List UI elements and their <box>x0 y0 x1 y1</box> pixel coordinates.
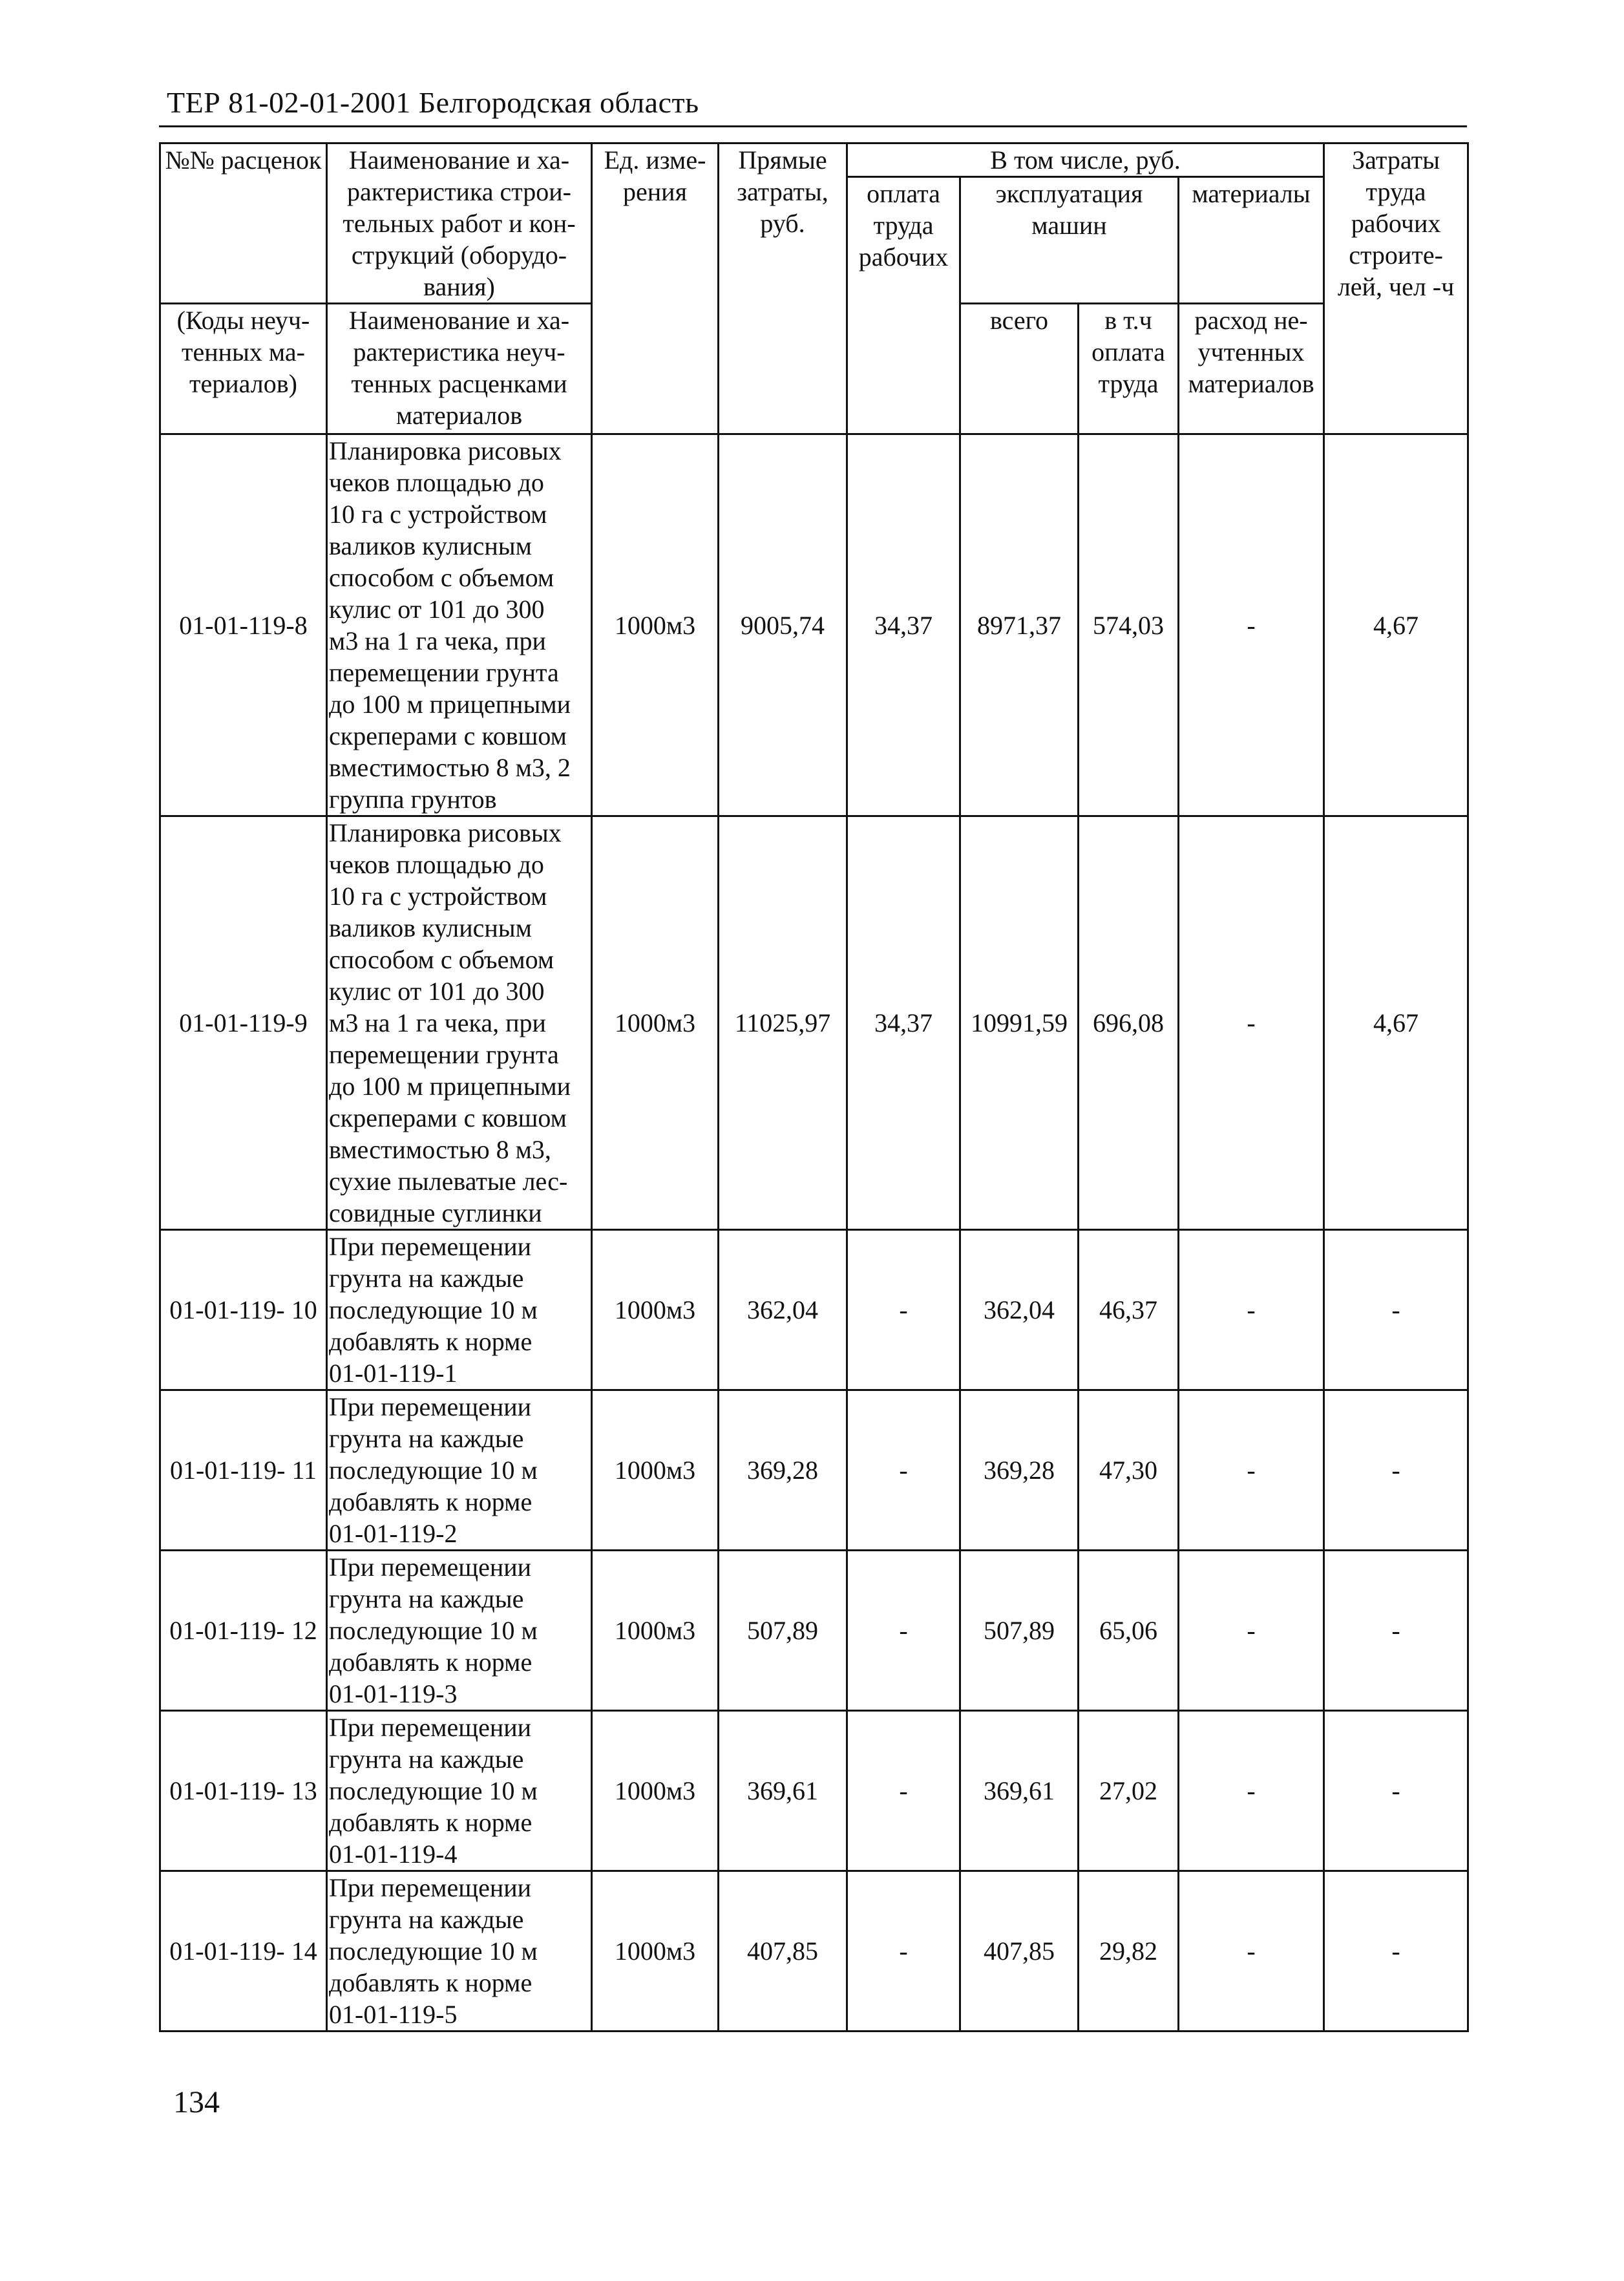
labor-pay-cell: - <box>847 1551 960 1711</box>
work-name-line: совидные суглинки <box>329 1198 542 1227</box>
labor-pay-cell: 34,37 <box>847 816 960 1230</box>
work-name-line: добавлять к норме <box>329 1487 533 1516</box>
work-name-line: 10 га с устройством <box>329 882 547 911</box>
work-name-line: до 100 м прицепными <box>329 690 571 719</box>
materials-cell: - <box>1179 434 1324 816</box>
work-name-line: последующие 10 м <box>329 1776 538 1805</box>
work-name-line: валиков кулисным <box>329 913 532 942</box>
machines-total-cell: 362,04 <box>960 1230 1079 1390</box>
unit-cell: 1000м3 <box>592 1871 719 2032</box>
direct-costs-cell: 369,28 <box>719 1390 847 1551</box>
materials-cell: - <box>1179 1871 1324 2032</box>
work-name-line: м3 на 1 га чека, при <box>329 1008 546 1037</box>
header-machines-labor: в т.ч оплата труда <box>1079 304 1179 434</box>
work-name-line: 10 га с устройством <box>329 500 547 529</box>
table-row <box>160 1390 1468 1551</box>
work-name-line: вместимостью 8 м3, 2 <box>329 753 571 782</box>
work-name-line: способом с объемом <box>329 945 554 974</box>
header-machines: эксплуатация машин <box>960 177 1179 304</box>
work-name-cell <box>327 1871 592 2032</box>
materials-cell: - <box>1179 1551 1324 1711</box>
header-unit: Ед. изме- рения <box>592 143 719 434</box>
work-name-cell <box>327 1551 592 1711</box>
labor-hours-cell: 4,67 <box>1324 816 1468 1230</box>
direct-costs-cell: 11025,97 <box>719 816 847 1230</box>
header-divider <box>159 125 1467 127</box>
work-name-line: 01-01-119-2 <box>329 1519 458 1548</box>
work-name-line: скреперами с ковшом <box>329 1103 567 1132</box>
work-name-line: Планировка рисовых <box>329 436 562 465</box>
work-name-line: 01-01-119-1 <box>329 1359 458 1388</box>
rate-code-cell: 01-01-119- 14 <box>160 1871 327 2032</box>
work-name-cell <box>327 434 592 816</box>
work-name-line: грунта на каждые <box>329 1264 524 1293</box>
table-row <box>160 1551 1468 1711</box>
machines-labor-cell: 47,30 <box>1079 1390 1179 1551</box>
header-name-sub: Наименование и ха- рактеристика неуч- тенных расценками материалов <box>327 304 592 434</box>
work-name-line: Планировка рисовых <box>329 818 562 847</box>
work-name-line: При перемещении <box>329 1392 532 1421</box>
unit-cell: 1000м3 <box>592 1230 719 1390</box>
direct-costs-cell: 407,85 <box>719 1871 847 2032</box>
page-number: 134 <box>173 2085 220 2119</box>
labor-hours-cell: - <box>1324 1871 1468 2032</box>
labor-pay-cell: - <box>847 1711 960 1871</box>
unit-cell: 1000м3 <box>592 1711 719 1871</box>
work-name-line: скреперами с ковшом <box>329 721 567 750</box>
header-name: Наименование и ха- рактеристика строи- тельных работ и кон- струкций (оборудо- вания) <box>327 143 592 304</box>
work-name-line: группа грунтов <box>329 785 497 814</box>
rate-code-cell: 01-01-119- 10 <box>160 1230 327 1390</box>
labor-pay-cell: - <box>847 1390 960 1551</box>
machines-total-cell: 8971,37 <box>960 434 1079 816</box>
rate-code-cell: 01-01-119-9 <box>160 816 327 1230</box>
rate-code-cell: 01-01-119- 13 <box>160 1711 327 1871</box>
rates-table <box>159 142 1469 2032</box>
header-machines-total: всего <box>960 304 1079 434</box>
work-name-line: добавлять к норме <box>329 1327 533 1356</box>
work-name-line: При перемещении <box>329 1713 532 1742</box>
work-name-line: 01-01-119-3 <box>329 1679 458 1708</box>
table-row <box>160 1871 1468 2032</box>
labor-hours-cell: - <box>1324 1711 1468 1871</box>
machines-labor-cell: 46,37 <box>1079 1230 1179 1390</box>
work-name-line: добавлять к норме <box>329 1968 533 1997</box>
machines-total-cell: 369,28 <box>960 1390 1079 1551</box>
rate-code-cell: 01-01-119-8 <box>160 434 327 816</box>
work-name-cell <box>327 1711 592 1871</box>
machines-total-cell: 507,89 <box>960 1551 1079 1711</box>
unit-cell: 1000м3 <box>592 1551 719 1711</box>
rate-code-cell: 01-01-119- 12 <box>160 1551 327 1711</box>
machines-labor-cell: 65,06 <box>1079 1551 1179 1711</box>
work-name-line: сухие пылеватые лес- <box>329 1167 568 1196</box>
work-name-line: грунта на каждые <box>329 1424 524 1453</box>
work-name-line: перемещении грунта <box>329 1040 559 1069</box>
direct-costs-cell: 362,04 <box>719 1230 847 1390</box>
work-name-line: последующие 10 м <box>329 1456 538 1485</box>
table-row <box>160 816 1468 1230</box>
work-name-line: последующие 10 м <box>329 1616 538 1645</box>
work-name-line: 01-01-119-5 <box>329 2000 458 2029</box>
header-materials: материалы <box>1179 177 1324 304</box>
work-name-cell <box>327 816 592 1230</box>
labor-hours-cell: - <box>1324 1230 1468 1390</box>
direct-costs-cell: 369,61 <box>719 1711 847 1871</box>
materials-cell: - <box>1179 816 1324 1230</box>
work-name-line: грунта на каждые <box>329 1745 524 1774</box>
machines-labor-cell: 574,03 <box>1079 434 1179 816</box>
work-name-line: При перемещении <box>329 1873 532 1902</box>
work-name-line: При перемещении <box>329 1553 532 1582</box>
work-name-line: перемещении грунта <box>329 658 559 687</box>
rate-code-cell: 01-01-119- 11 <box>160 1390 327 1551</box>
work-name-cell <box>327 1230 592 1390</box>
table-row <box>160 1711 1468 1871</box>
direct-costs-cell: 507,89 <box>719 1551 847 1711</box>
table-row <box>160 1230 1468 1390</box>
header-labor-hours: Затраты труда рабочих строите- лей, чел -ч <box>1324 143 1468 434</box>
machines-labor-cell: 27,02 <box>1079 1711 1179 1871</box>
header-materials-sub: расход не- учтенных материалов <box>1179 304 1324 434</box>
machines-labor-cell: 29,82 <box>1079 1871 1179 2032</box>
labor-hours-cell: - <box>1324 1390 1468 1551</box>
work-name-line: способом с объемом <box>329 563 554 592</box>
work-name-line: добавлять к норме <box>329 1808 533 1837</box>
page-header-title: ТЕР 81-02-01-2001 Белгородская область <box>167 86 699 119</box>
work-name-line: чеков площадью до <box>329 468 544 497</box>
work-name-line: кулис от 101 до 300 <box>329 595 545 624</box>
machines-labor-cell: 696,08 <box>1079 816 1179 1230</box>
table-row <box>160 434 1468 816</box>
materials-cell: - <box>1179 1711 1324 1871</box>
labor-pay-cell: 34,37 <box>847 434 960 816</box>
work-name-line: грунта на каждые <box>329 1905 524 1934</box>
header-labor-pay: оплата труда рабочих <box>847 177 960 434</box>
labor-hours-cell: - <box>1324 1551 1468 1711</box>
unit-cell: 1000м3 <box>592 434 719 816</box>
unit-cell: 1000м3 <box>592 1390 719 1551</box>
header-code: №№ расценок <box>160 143 327 304</box>
work-name-line: При перемещении <box>329 1232 532 1261</box>
materials-cell: - <box>1179 1230 1324 1390</box>
work-name-line: последующие 10 м <box>329 1295 538 1324</box>
header-direct-costs: Прямые затраты, руб. <box>719 143 847 434</box>
unit-cell: 1000м3 <box>592 816 719 1230</box>
labor-pay-cell: - <box>847 1230 960 1390</box>
materials-cell: - <box>1179 1390 1324 1551</box>
work-name-line: валиков кулисным <box>329 531 532 560</box>
direct-costs-cell: 9005,74 <box>719 434 847 816</box>
work-name-cell <box>327 1390 592 1551</box>
machines-total-cell: 369,61 <box>960 1711 1079 1871</box>
labor-hours-cell: 4,67 <box>1324 434 1468 816</box>
work-name-line: м3 на 1 га чека, при <box>329 626 546 655</box>
header-including: В том числе, руб. <box>847 143 1324 177</box>
machines-total-cell: 407,85 <box>960 1871 1079 2032</box>
header-code-sub: (Коды неуч- тенных ма- териалов) <box>160 304 327 434</box>
work-name-line: добавлять к норме <box>329 1648 533 1677</box>
labor-pay-cell: - <box>847 1871 960 2032</box>
work-name-line: грунта на каждые <box>329 1584 524 1613</box>
work-name-line: кулис от 101 до 300 <box>329 977 545 1006</box>
machines-total-cell: 10991,59 <box>960 816 1079 1230</box>
work-name-line: чеков площадью до <box>329 850 544 879</box>
work-name-line: последующие 10 м <box>329 1936 538 1966</box>
work-name-line: 01-01-119-4 <box>329 1840 458 1869</box>
work-name-line: до 100 м прицепными <box>329 1072 571 1101</box>
work-name-line: вместимостью 8 м3, <box>329 1135 551 1164</box>
